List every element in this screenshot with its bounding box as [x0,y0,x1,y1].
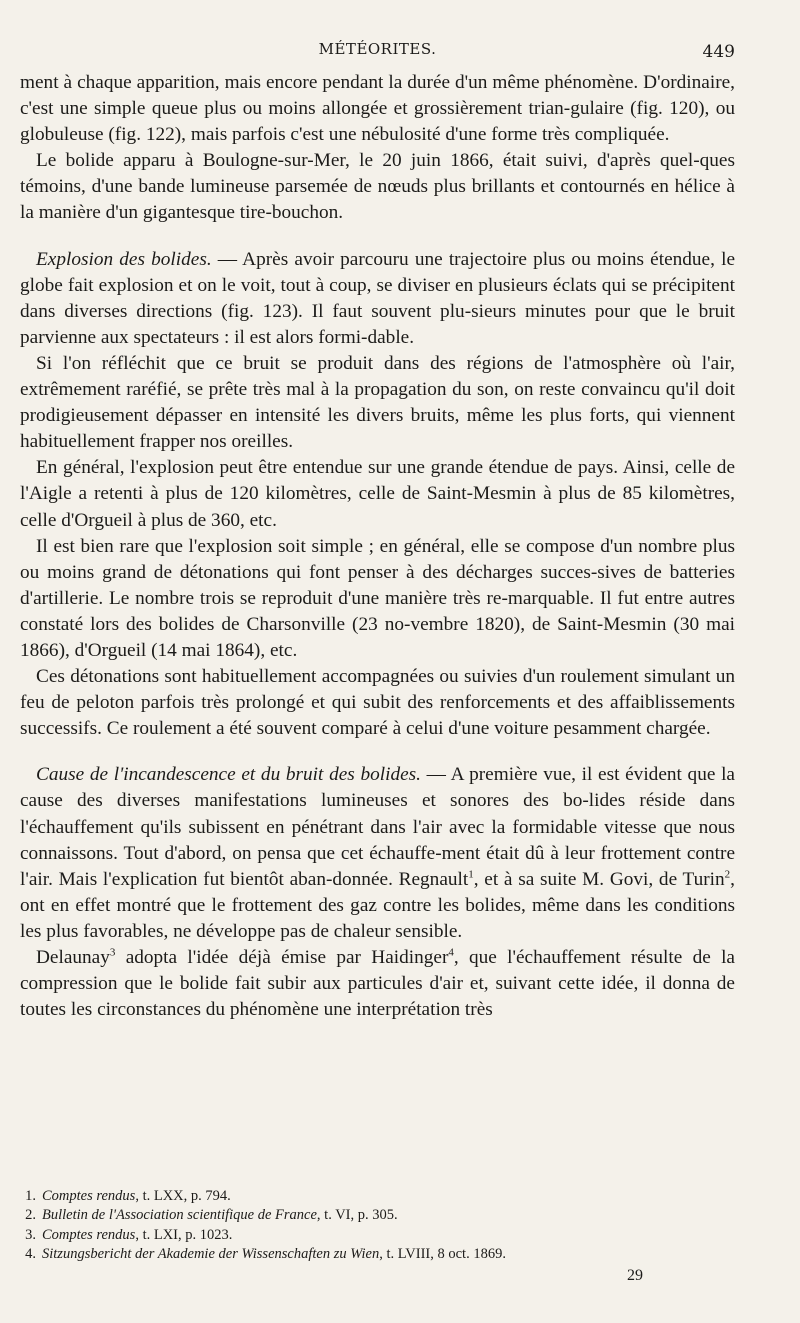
paragraph-7: Ces détonations sont habituellement accompagnées ou suivies d'un roulement simulant un feu de peloton parfois très prolongé et qui subit des renforcements et des affaiblissements successifs. Ce roulement a été souvent comparé à celui d'une voiture pesamment chargée. [20,666,735,740]
page-number: 449 [702,42,735,62]
footnote-ref-4[interactable]: 4 [448,946,454,959]
signature-mark: 29 [627,1267,643,1284]
paragraph-2: Le bolide apparu à Boulogne-sur-Mer, le 20 juin 1866, était suivi, d'après quel-ques témoins, d'une bande lumineuse parsemée de nœuds plus brillants et contournés en hélice à la manière d'un gigantesque tire-bouchon. [20,150,735,224]
footnotes [20,1187,735,1264]
footnote-ref-2[interactable]: 2 [724,868,731,881]
paragraph-4: Si l'on réfléchit que ce bruit se produit dans des régions de l'atmosphère où l'air, extrêmement raréfié, se prête très mal à la propagation du son, on reste convaincu qu'il doit prodigieusement dépasser en intensité les divers bruits, même les plus forts, qui viennent habituellement frapper nos oreilles. [20,352,735,453]
paragraph-cause: Cause de l'incandescence et du bruit des bolides. — A première vue, il est évident que la cause des diverses manifestations lumineuses et sonores des bo-lides réside dans l'échauffement qu'ils subissent en pénétrant dans l'air avec la formidable vitesse que nous connaissons. Tout d'abord, on pensa que cet échauffe-ment était dû à leur frottement contre l'air. Mais l'explication fut bientôt aban-donnée. Regnault$^1$, et à sa suite M. Govi, de Turin$^2$, ont en effet montré que le frottement des gaz contre les bolides, même dans les conditions les plus favorables, ne développe pas de chaleur sensible. [20,764,735,942]
paragraph-5: En général, l'explosion peut être entendue sur une grande étendue de pays. Ainsi, celle de l'Aigle a retenti à plus de 120 kilomètres, celle de Saint-Mesmin à plus de 85 kilomètres, celle d'Orgueil à plus de 360, etc. [20,457,735,531]
footnote-2: 2. Bulletin de l'Association scientifique de France, t. VI, p. 305. [25,1207,398,1224]
paragraph-9: Delaunay$^3$ adopta l'idée déjà émise par Haidinger$^4$, que l'échauffement résulte de la compression que le bolide fait subir aux particules d'air et, suivant cette idée, il donna de toutes les circonstances du phénomène une interprétation très [20,946,735,1021]
body-text [20,70,735,1023]
paragraph-1: ment à chaque apparition, mais encore pendant la durée d'un même phénomène. D'ordinaire, c'est une simple queue plus ou moins allongée et grossièrement trian-gulaire (fig. 120), ou globuleuse (fig. 122), mais parfois c'est une nébulosité d'une forme très compliquée. [20,72,735,146]
footnote-ref-1[interactable]: 1 [468,868,474,881]
paragraph-6: Il est bien rare que l'explosion soit simple ; en général, elle se compose d'un nombre plus ou moins grand de détonations qui font penser à des décharges succes-sives de batteries d'artillerie. Le nombre trois se reproduit d'une manière très re-marquable. Il fut entre autres constaté lors des bolides de Charsonville (23 no-vembre 1820), de Saint-Mesmin (30 mai 1866), d'Orgueil (14 mai 1864), etc. [20,535,735,661]
footnote-ref-3[interactable]: 3 [109,946,116,959]
paragraph-explosion: Explosion des bolides. — Après avoir parcouru une trajectoire plus ou moins étendue, le globe fait explosion et on le voit, tout à coup, se diviser en plusieurs éclats qui se précipitent dans diverses directions (fig. 123). Il faut souvent plu-sieurs minutes pour que le bruit parvienne aux spectateurs : il est alors formi-dable. [20,248,736,348]
section-heading-explosion: Explosion des bolides. [36,248,212,270]
section-heading-cause: Cause de l'incandescence et du bruit des bolides. [36,764,421,786]
running-title: MÉTÉORITES. [318,40,437,58]
footnote-4: 4. Sitzungsbericht der Akademie der Wissenschaften zu Wien, t. LVIII, 8 oct. 1869. [25,1245,506,1262]
page-header [20,40,735,70]
footnote-3: 3. Comptes rendus, t. LXI, p. 1023. [25,1226,233,1243]
footnote-1: 1. Comptes rendus, t. LXX, p. 794. [25,1188,231,1204]
